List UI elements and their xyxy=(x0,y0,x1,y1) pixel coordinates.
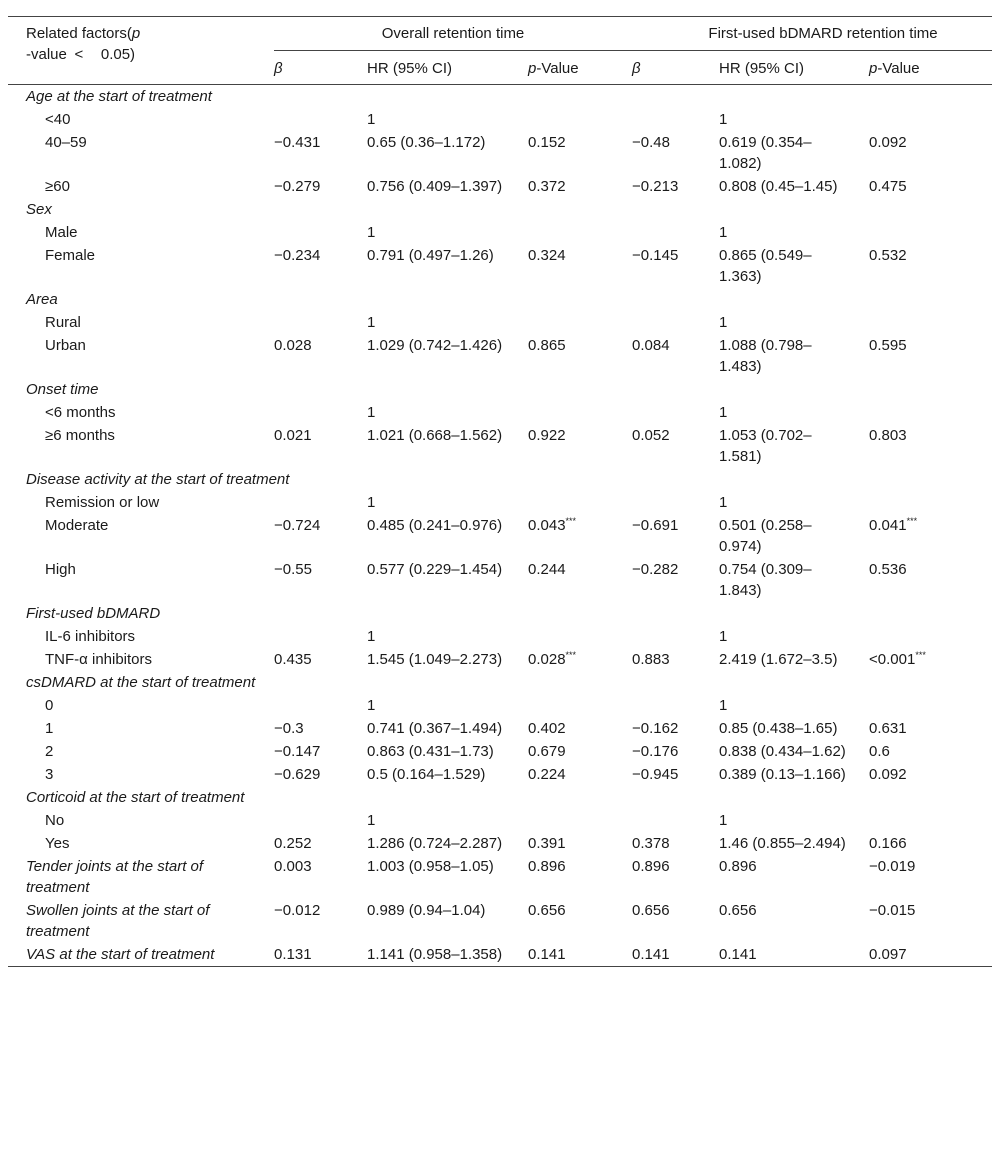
hr-first-used: 0.619 (0.354–1.082) xyxy=(719,134,812,172)
p-first-used xyxy=(869,311,992,334)
p-value: 0.803 xyxy=(869,427,907,444)
hr-overall: 1.029 (0.742–1.426) xyxy=(367,337,503,354)
table-row xyxy=(8,108,992,131)
beta-overall: −0.234 xyxy=(274,247,321,264)
table-row xyxy=(8,514,992,558)
table-row xyxy=(8,424,992,468)
level-label: <6 months xyxy=(45,404,116,421)
beta-overall: −0.629 xyxy=(274,766,321,783)
overall-retention-header: Overall retention time xyxy=(274,17,632,51)
group-name: Area xyxy=(26,291,58,308)
beta-first-used xyxy=(632,221,719,244)
hr-first-used: 1 xyxy=(719,812,728,829)
level-label: No xyxy=(45,812,65,829)
beta-overall xyxy=(274,809,367,832)
level-label: 1 xyxy=(45,720,54,737)
beta-first-used: 0.052 xyxy=(632,427,670,444)
factor-column-header: Related factors(p -value < 0.05) xyxy=(26,25,141,63)
table-row xyxy=(8,625,992,648)
p-overall xyxy=(528,244,632,288)
p-value: 0.166 xyxy=(869,835,907,852)
p-overall xyxy=(528,558,632,602)
p-overall xyxy=(528,717,632,740)
p-overall xyxy=(528,740,632,763)
beta-header-overall: β xyxy=(274,60,283,77)
group-name: Corticoid at the start of treatment xyxy=(26,789,245,806)
table-row xyxy=(8,763,992,786)
p-header-first-used: p-Value xyxy=(869,60,920,77)
p-value: 0.041 xyxy=(869,517,907,534)
beta-overall: −0.147 xyxy=(274,743,321,760)
hr-first-used: 0.656 xyxy=(719,902,757,919)
beta-first-used: −0.213 xyxy=(632,178,679,195)
retention-factors-table xyxy=(8,16,992,967)
level-label: 40–59 xyxy=(45,134,87,151)
group-name: Age at the start of treatment xyxy=(26,88,212,105)
table-row xyxy=(8,648,992,671)
beta-first-used: −0.176 xyxy=(632,743,679,760)
table-row xyxy=(8,401,992,424)
beta-overall xyxy=(274,401,367,424)
hr-first-used: 1.053 (0.702–1.581) xyxy=(719,427,812,465)
beta-overall: −0.431 xyxy=(274,134,321,151)
p-value: 0.244 xyxy=(528,561,566,578)
beta-first-used: −0.145 xyxy=(632,247,679,264)
beta-overall: 0.028 xyxy=(274,337,312,354)
significance-marker: *** xyxy=(565,516,577,526)
beta-overall: 0.003 xyxy=(274,858,312,875)
beta-first-used xyxy=(632,108,719,131)
beta-first-used: 0.883 xyxy=(632,651,670,668)
variable-name: Swollen joints at the start of treatment xyxy=(26,902,210,940)
p-overall xyxy=(528,809,632,832)
p-value: 0.372 xyxy=(528,178,566,195)
p-overall xyxy=(528,401,632,424)
p-first-used xyxy=(869,221,992,244)
hr-overall: 0.863 (0.431–1.73) xyxy=(367,743,494,760)
level-label: ≥60 xyxy=(45,178,70,195)
level-label: Remission or low xyxy=(45,494,160,511)
table-row xyxy=(8,740,992,763)
beta-overall: 0.131 xyxy=(274,943,367,967)
table-row xyxy=(8,717,992,740)
significance-marker: *** xyxy=(906,516,918,526)
p-first-used xyxy=(869,131,992,175)
p-value: 0.631 xyxy=(869,720,907,737)
beta-overall xyxy=(274,221,367,244)
beta-overall: −0.724 xyxy=(274,517,321,534)
p-first-used xyxy=(869,175,992,198)
group-header-row xyxy=(8,671,992,694)
beta-overall xyxy=(274,311,367,334)
p-first-used xyxy=(869,334,992,378)
hr-header-first-used: HR (95% CI) xyxy=(719,60,805,77)
beta-first-used: 0.656 xyxy=(632,902,670,919)
table-row xyxy=(8,175,992,198)
table-row xyxy=(8,131,992,175)
hr-overall: 1 xyxy=(367,314,376,331)
hr-overall: 1 xyxy=(367,111,376,128)
hr-overall: 1.545 (1.049–2.273) xyxy=(367,651,503,668)
beta-overall xyxy=(274,491,367,514)
continuous-row xyxy=(8,943,992,967)
continuous-row xyxy=(8,899,992,943)
p-value: 0.092 xyxy=(869,134,907,151)
beta-first-used: −0.162 xyxy=(632,720,679,737)
hr-first-used: 2.419 (1.672–3.5) xyxy=(719,651,838,668)
beta-first-used: −0.282 xyxy=(632,561,679,578)
level-label: Yes xyxy=(45,835,70,852)
retention-table-container xyxy=(8,16,992,967)
group-header-row xyxy=(8,198,992,221)
hr-first-used: 0.754 (0.309–1.843) xyxy=(719,561,812,599)
table-row xyxy=(8,491,992,514)
beta-overall: −0.012 xyxy=(274,902,321,919)
hr-overall: 0.791 (0.497–1.26) xyxy=(367,247,494,264)
group-header-row xyxy=(8,85,992,109)
hr-overall: 1 xyxy=(367,404,376,421)
p-overall: 0.896 xyxy=(528,858,566,875)
hr-first-used: 0.141 xyxy=(719,943,869,967)
group-name: csDMARD at the start of treatment xyxy=(26,674,256,691)
hr-first-used: 0.896 xyxy=(719,858,757,875)
hr-first-used: 1.46 (0.855–2.494) xyxy=(719,835,846,852)
p-value: 0.324 xyxy=(528,247,566,264)
hr-overall: 0.485 (0.241–0.976) xyxy=(367,517,503,534)
p-value: 0.6 xyxy=(869,743,890,760)
table-row xyxy=(8,694,992,717)
p-first-used xyxy=(869,648,992,671)
p-value: 0.092 xyxy=(869,766,907,783)
hr-header-overall: HR (95% CI) xyxy=(367,60,453,77)
p-overall xyxy=(528,648,632,671)
beta-overall xyxy=(274,625,367,648)
p-value: 0.595 xyxy=(869,337,907,354)
beta-first-used xyxy=(632,401,719,424)
p-first-used xyxy=(869,740,992,763)
beta-header-first-used: β xyxy=(632,60,641,77)
group-name: Disease activity at the start of treatment xyxy=(26,471,290,488)
p-first-used xyxy=(869,401,992,424)
p-overall xyxy=(528,311,632,334)
beta-first-used: 0.378 xyxy=(632,835,670,852)
p-first-used xyxy=(869,424,992,468)
p-overall xyxy=(528,108,632,131)
p-overall xyxy=(528,763,632,786)
hr-overall: 1.021 (0.668–1.562) xyxy=(367,427,503,444)
hr-first-used: 1 xyxy=(719,697,728,714)
p-header-overall: p-Value xyxy=(528,60,579,77)
level-label: IL-6 inhibitors xyxy=(45,628,136,645)
p-value: 0.679 xyxy=(528,743,566,760)
hr-overall: 1.286 (0.724–2.287) xyxy=(367,835,503,852)
hr-first-used: 0.808 (0.45–1.45) xyxy=(719,178,838,195)
hr-first-used: 0.501 (0.258–0.974) xyxy=(719,517,812,555)
p-first-used xyxy=(869,625,992,648)
table-row xyxy=(8,221,992,244)
group-header-row xyxy=(8,602,992,625)
level-label: ≥6 months xyxy=(45,427,115,444)
beta-overall: 0.021 xyxy=(274,427,312,444)
hr-first-used: 1 xyxy=(719,111,728,128)
beta-first-used: −0.691 xyxy=(632,517,679,534)
beta-overall: 0.252 xyxy=(274,835,312,852)
table-row xyxy=(8,558,992,602)
group-name: Onset time xyxy=(26,381,99,398)
variable-name: Tender joints at the start of treatment xyxy=(26,858,204,896)
hr-overall: 0.5 (0.164–1.529) xyxy=(367,766,486,783)
table-row xyxy=(8,311,992,334)
p-overall xyxy=(528,334,632,378)
p-value: 0.402 xyxy=(528,720,566,737)
hr-overall: 1.141 (0.958–1.358) xyxy=(367,943,528,967)
p-overall xyxy=(528,424,632,468)
table-row xyxy=(8,832,992,855)
level-label: Rural xyxy=(45,314,81,331)
p-first-used xyxy=(869,514,992,558)
p-value: 0.391 xyxy=(528,835,566,852)
group-header-row xyxy=(8,786,992,809)
hr-overall: 0.756 (0.409–1.397) xyxy=(367,178,503,195)
continuous-row xyxy=(8,855,992,899)
p-value: 0.224 xyxy=(528,766,566,783)
hr-overall: 0.65 (0.36–1.172) xyxy=(367,134,486,151)
p-first-used xyxy=(869,108,992,131)
p-overall xyxy=(528,221,632,244)
p-value: 0.475 xyxy=(869,178,907,195)
header-row-1 xyxy=(8,17,992,51)
p-first-used xyxy=(869,558,992,602)
beta-overall xyxy=(274,694,367,717)
table-row xyxy=(8,244,992,288)
group-name: First-used bDMARD xyxy=(26,605,161,622)
p-value: 0.152 xyxy=(528,134,566,151)
beta-first-used: 0.896 xyxy=(632,858,670,875)
p-value: 0.865 xyxy=(528,337,566,354)
p-first-used xyxy=(869,694,992,717)
significance-marker: *** xyxy=(915,650,926,660)
hr-overall: 1 xyxy=(367,812,376,829)
table-row xyxy=(8,334,992,378)
level-label: 2 xyxy=(45,743,54,760)
level-label: TNF-α inhibitors xyxy=(45,651,153,668)
level-label: Moderate xyxy=(45,517,109,534)
p-value: 0.922 xyxy=(528,427,566,444)
p-first-used xyxy=(869,763,992,786)
hr-first-used: 0.85 (0.438–1.65) xyxy=(719,720,838,737)
p-value: <0.001 xyxy=(869,651,916,668)
beta-first-used: 0.141 xyxy=(632,943,719,967)
p-first-used xyxy=(869,832,992,855)
beta-first-used xyxy=(632,694,719,717)
p-overall: 0.141 xyxy=(528,943,632,967)
p-first-used: −0.015 xyxy=(869,902,916,919)
level-label: <40 xyxy=(45,111,71,128)
beta-first-used: 0.084 xyxy=(632,337,670,354)
beta-first-used xyxy=(632,491,719,514)
hr-first-used: 1.088 (0.798–1.483) xyxy=(719,337,812,375)
beta-overall: −0.279 xyxy=(274,178,321,195)
p-first-used xyxy=(869,244,992,288)
p-overall: 0.656 xyxy=(528,902,566,919)
hr-overall: 1 xyxy=(367,628,376,645)
beta-first-used xyxy=(632,625,719,648)
p-overall xyxy=(528,625,632,648)
hr-overall: 1.003 (0.958–1.05) xyxy=(367,858,494,875)
beta-overall: −0.3 xyxy=(274,720,304,737)
hr-overall: 0.989 (0.94–1.04) xyxy=(367,902,486,919)
p-value: 0.028 xyxy=(528,651,566,668)
p-value: 0.532 xyxy=(869,247,907,264)
p-overall xyxy=(528,694,632,717)
beta-first-used xyxy=(632,311,719,334)
hr-overall: 0.577 (0.229–1.454) xyxy=(367,561,503,578)
level-label: High xyxy=(45,561,76,578)
p-first-used xyxy=(869,717,992,740)
beta-first-used: −0.945 xyxy=(632,766,679,783)
p-first-used xyxy=(869,809,992,832)
hr-first-used: 1 xyxy=(719,404,728,421)
hr-overall: 1 xyxy=(367,224,376,241)
p-overall xyxy=(528,514,632,558)
group-header-row xyxy=(8,378,992,401)
level-label: Female xyxy=(45,247,96,264)
level-label: Urban xyxy=(45,337,86,354)
hr-first-used: 0.389 (0.13–1.166) xyxy=(719,766,846,783)
table-row xyxy=(8,809,992,832)
level-label: Male xyxy=(45,224,78,241)
significance-marker: *** xyxy=(565,650,577,660)
p-first-used xyxy=(869,491,992,514)
first-used-retention-header: First-used bDMARD retention time xyxy=(632,17,992,51)
beta-overall: −0.55 xyxy=(274,561,312,578)
beta-overall xyxy=(274,108,367,131)
hr-first-used: 1 xyxy=(719,628,728,645)
level-label: 3 xyxy=(45,766,54,783)
group-name: Sex xyxy=(26,201,52,218)
p-first-used: −0.019 xyxy=(869,858,916,875)
p-value: 0.536 xyxy=(869,561,907,578)
beta-first-used: −0.48 xyxy=(632,134,670,151)
p-overall xyxy=(528,832,632,855)
hr-first-used: 1 xyxy=(719,314,728,331)
hr-first-used: 1 xyxy=(719,494,728,511)
p-first-used: 0.097 xyxy=(869,943,992,967)
group-header-row xyxy=(8,288,992,311)
hr-overall: 1 xyxy=(367,494,376,511)
beta-first-used xyxy=(632,809,719,832)
level-label: 0 xyxy=(45,697,54,714)
p-overall xyxy=(528,491,632,514)
hr-overall: 0.741 (0.367–1.494) xyxy=(367,720,503,737)
p-value: 0.043 xyxy=(528,517,566,534)
hr-first-used: 1 xyxy=(719,224,728,241)
variable-name: VAS at the start of treatment xyxy=(8,943,274,967)
p-overall xyxy=(528,175,632,198)
beta-overall: 0.435 xyxy=(274,651,312,668)
hr-overall: 1 xyxy=(367,697,376,714)
hr-first-used: 0.865 (0.549–1.363) xyxy=(719,247,812,285)
group-header-row xyxy=(8,468,992,491)
hr-first-used: 0.838 (0.434–1.62) xyxy=(719,743,846,760)
p-overall xyxy=(528,131,632,175)
